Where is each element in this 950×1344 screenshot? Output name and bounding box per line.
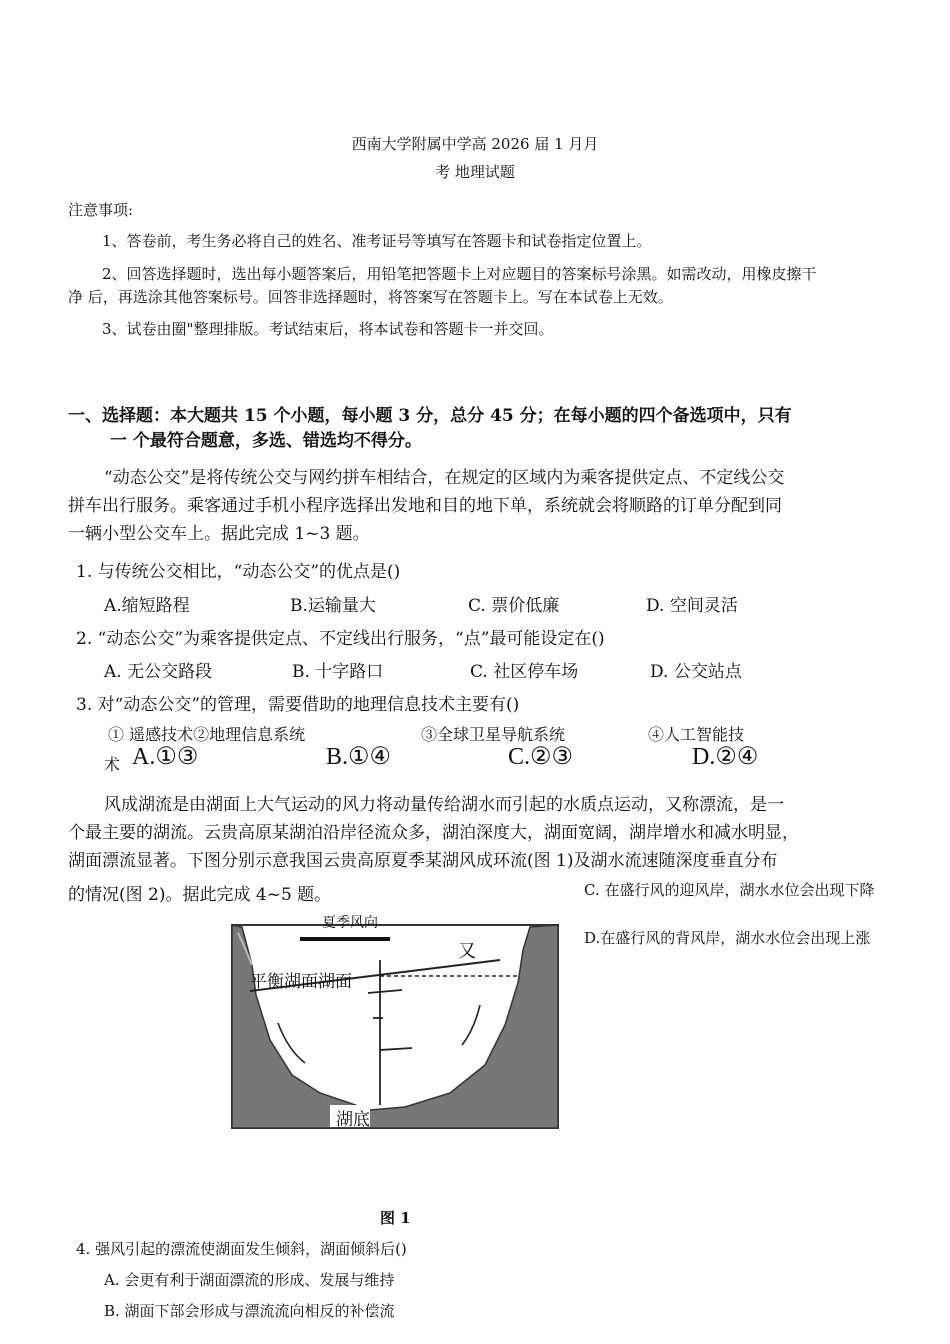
passage1-line1: “动态公交”是将传统公交与网约拼车相结合，在规定的区域内为乘客提供定点、不定线公交	[104, 468, 785, 488]
q1-option-a: A.缩短路程	[104, 596, 190, 616]
q3-item-1-2: ① 遥感技术②地理信息系统	[108, 725, 306, 744]
wind-arrow-bar	[300, 937, 390, 941]
section1-heading-line2: 一 个最符合题意，多选、错选均不得分。	[110, 431, 422, 451]
wind-direction-label: 夏季风向	[322, 915, 378, 931]
passage2-line2: 个最主要的湖流。云贵高原某湖泊沿岸径流众多，湖泊深度大，湖面宽阔，湖岸增水和减水明显，	[68, 823, 799, 843]
q4-option-a: A. 会更有利于湖面漂流的形成、发展与维持	[104, 1271, 395, 1289]
q2-stem: 2. “动态公交”为乘客提供定点、不定线出行服务，“点”最可能设定在()	[76, 629, 605, 649]
notice-item-1: 1、答卷前，考生务必将自己的姓名、准考证号等填写在答题卡和试卷指定位置上。	[102, 232, 652, 250]
right-marker-label: 又	[458, 941, 476, 962]
q5-option-d: D.在盛行风的背风岸，湖水水位会出现上涨	[584, 929, 871, 947]
q4-option-b: B. 湖面下部会形成与漂流流向相反的补偿流	[104, 1302, 395, 1320]
notice-item-3: 3、试卷由圈"整理排版。考试结束后，将本试卷和答题卡一并交回。	[102, 320, 554, 338]
q3-option-d: D.②④	[692, 744, 759, 770]
notice-item-2-line2: 净 后，再选涂其他答案标号。回答非选择题时，将答案写在答题卡上。写在本试卷上无效。	[68, 288, 673, 306]
notice-heading: 注意事项:	[68, 201, 134, 219]
q2-option-c: C. 社区停车场	[470, 662, 579, 682]
q2-option-b: B. 十字路口	[292, 662, 384, 682]
passage2-line3: 湖面漂流显著。下图分别示意我国云贵高原夏季某湖风成环流(图 1)及湖水流速随深度垂直分布	[68, 851, 778, 871]
lake-circulation-figure	[230, 905, 560, 1130]
q5-option-c: C. 在盛行风的迎风岸，湖水水位会出现下降	[584, 881, 875, 899]
q3-option-b: B.①④	[326, 744, 392, 770]
q2-option-a: A. 无公交路段	[104, 662, 213, 682]
passage2-line1: 风成湖流是由湖面上大气运动的风力将动量传给湖水而引起的水质点运动，又称漂流，是一	[104, 795, 784, 815]
q3-stem: 3. 对“动态公交”的管理，需要借助的地理信息技术主要有()	[76, 695, 520, 715]
q3-option-c: C.②③	[508, 744, 574, 770]
q1-option-d: D. 空间灵活	[646, 596, 738, 616]
passage2-line4: 的情况(图 2)。据此完成 4~5 题。	[68, 885, 332, 905]
q1-stem: 1. 与传统公交相比，“动态公交”的优点是()	[76, 562, 401, 582]
passage1-line3: 一辆小型公交车上。据此完成 1~3 题。	[68, 524, 370, 544]
exam-title-line1: 西南大学附属中学高 2026 届 1 月月	[351, 135, 599, 153]
q1-option-c: C. 票价低廉	[468, 596, 560, 616]
lake-bottom-label: 湖底	[336, 1110, 370, 1130]
notice-item-2-line1: 2、回答选择题时，选出每小题答案后，用铅笔把答题卡上对应题目的答案标号涂黑。如需改动，用橡皮擦干	[102, 265, 817, 283]
passage1-line2: 拼车出行服务。乘客通过手机小程序选择出发地和目的地下单，系统就会将顺路的订单分配到同	[68, 496, 782, 516]
q3-item-3: ③全球卫星导航系统	[421, 725, 566, 744]
q3-item-4: ④人工智能技	[648, 725, 745, 744]
q1-option-b: B.运输量大	[290, 596, 376, 616]
q3-item-4-cont: 术	[104, 755, 121, 774]
figure1-caption: 图 1	[380, 1209, 411, 1227]
equilibrium-surface-label: 平衡湖面湖面	[250, 972, 352, 992]
section1-heading-line1: 一、选择题：本大题共 15 个小题，每小题 3 分，总分 45 分；在每小题的四个备选项中，只有	[68, 406, 792, 426]
exam-title-line2: 考 地理试题	[435, 163, 515, 181]
q3-option-a: A.①③	[132, 744, 199, 770]
q2-option-d: D. 公交站点	[650, 662, 742, 682]
q4-stem: 4. 强风引起的漂流使湖面发生倾斜，湖面倾斜后()	[76, 1240, 407, 1258]
